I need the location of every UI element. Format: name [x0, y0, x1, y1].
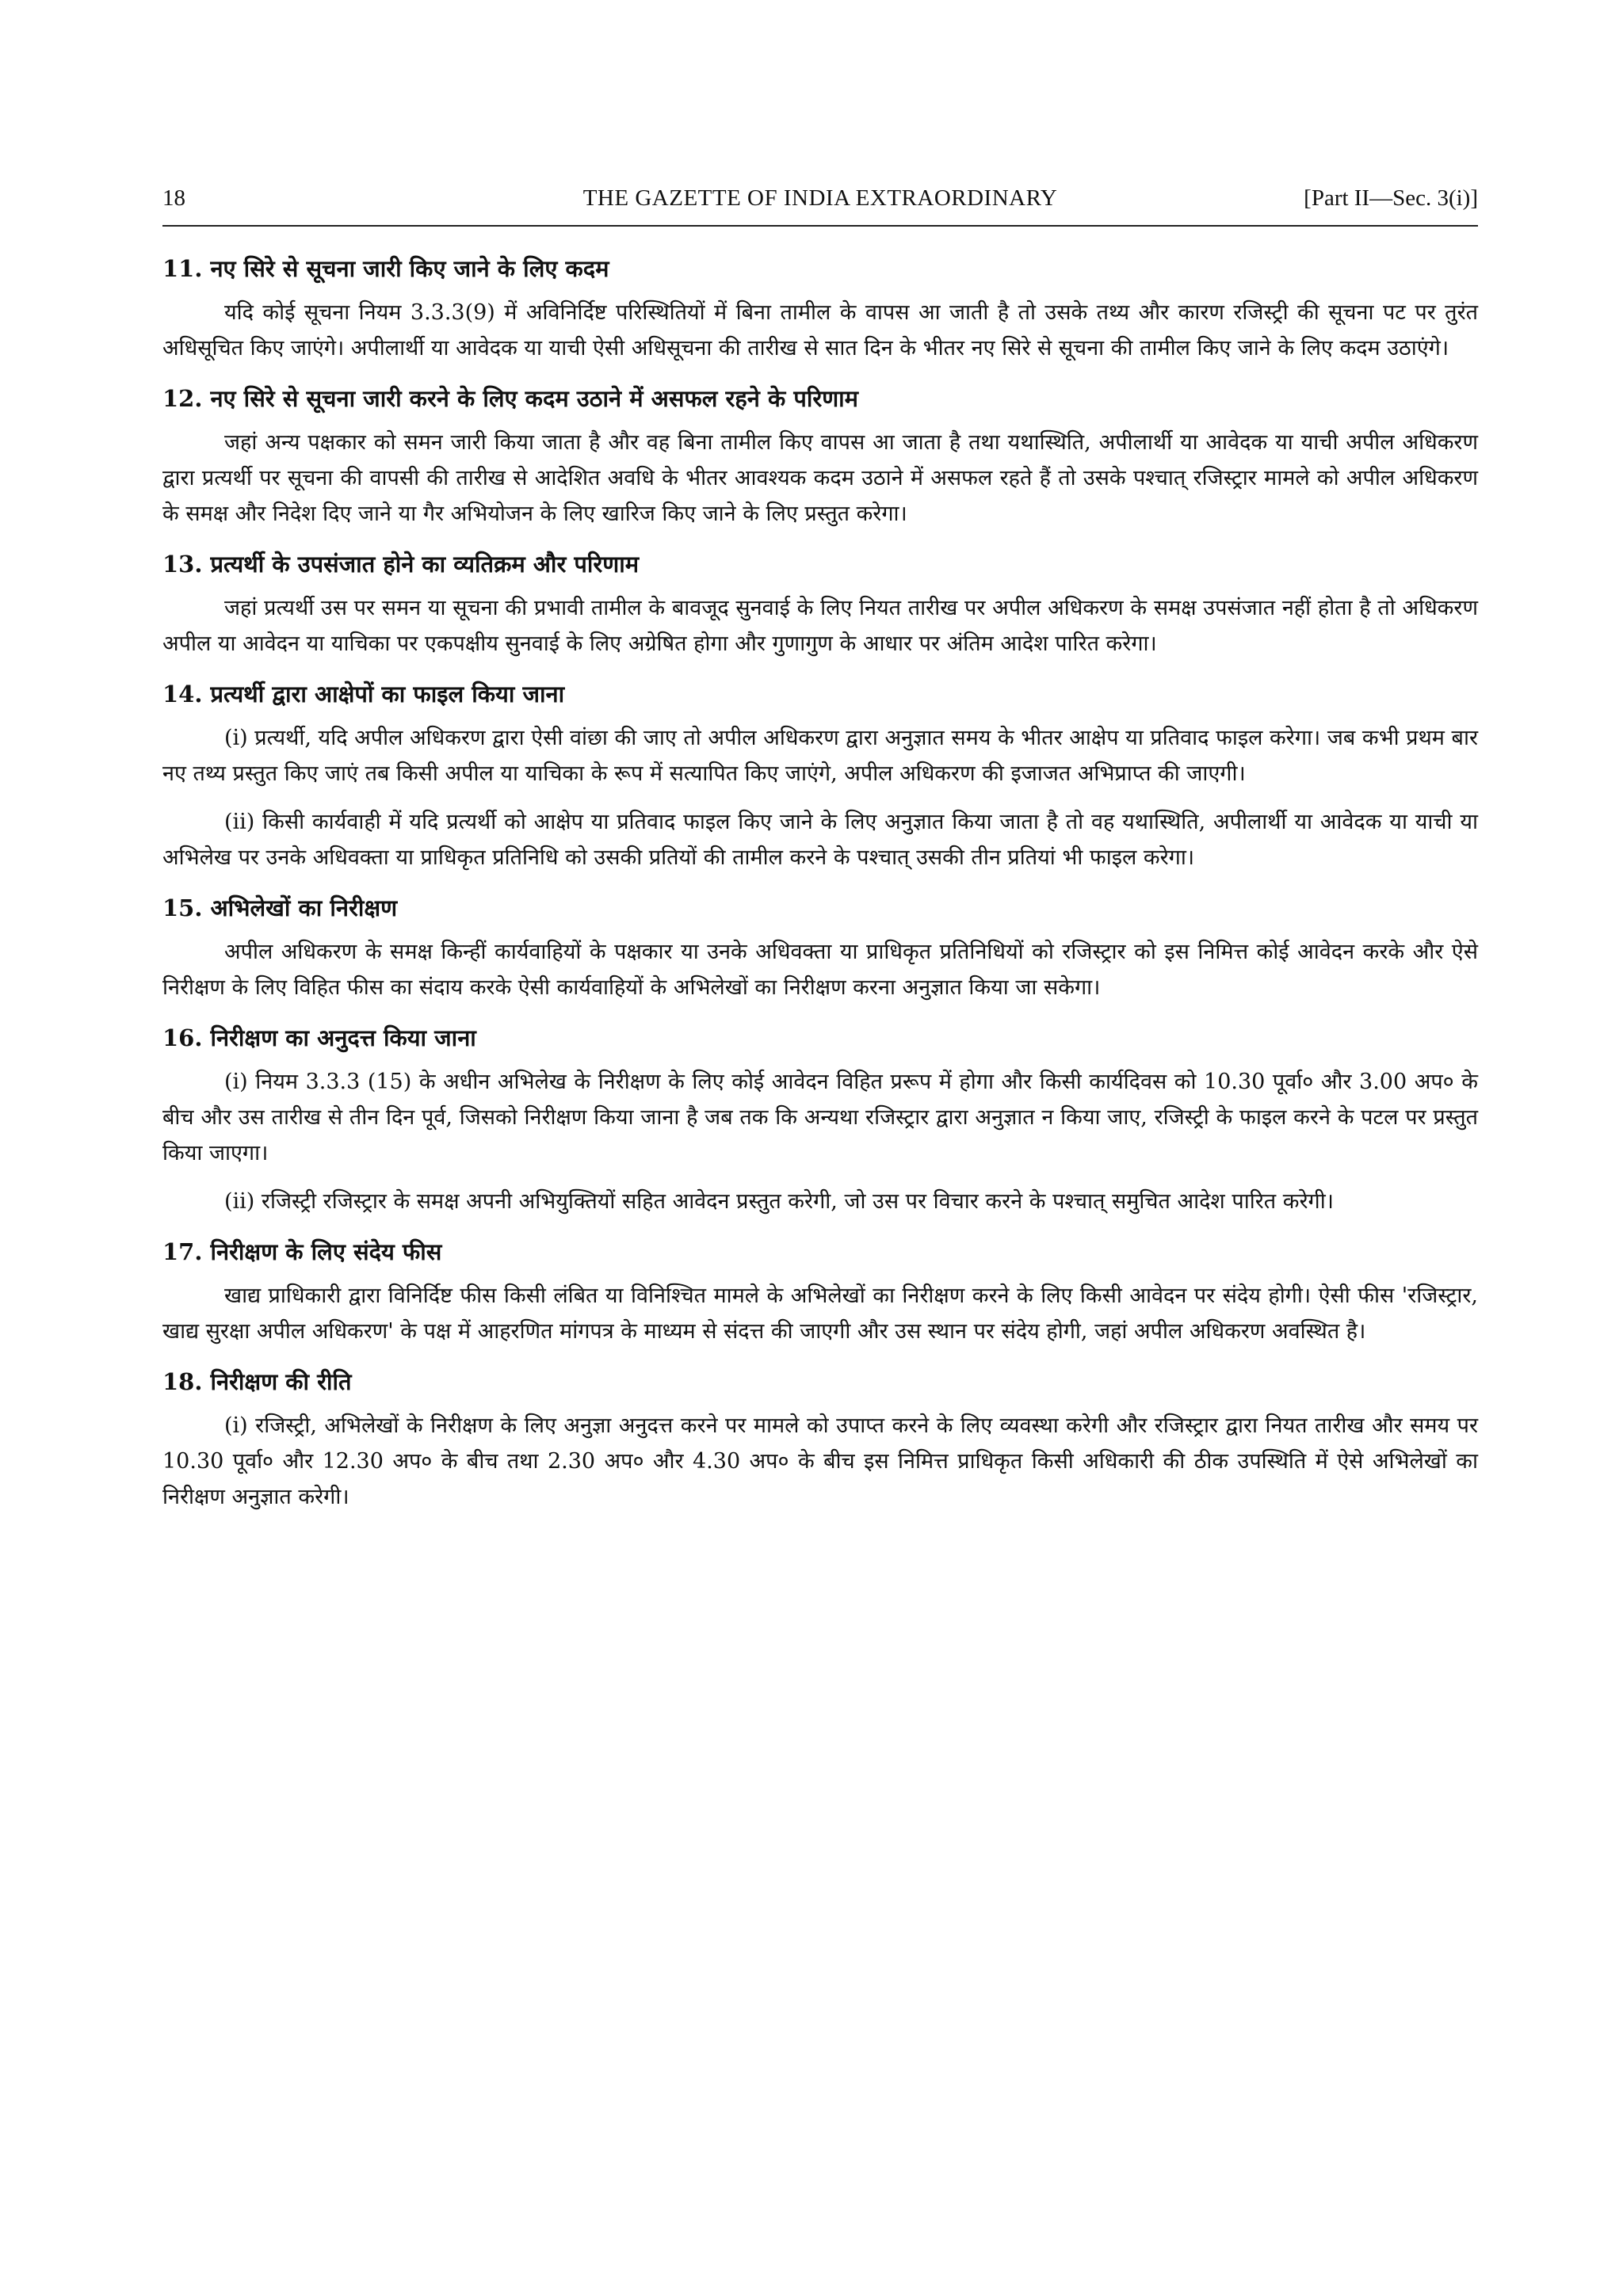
section-title: नए सिरे से सूचना जारी किए जाने के लिए कदम	[210, 255, 609, 282]
section	[162, 1363, 1478, 1515]
section-title: निरीक्षण की रीति	[210, 1368, 352, 1395]
sections-container	[162, 250, 1478, 1515]
section-paragraph: जहां अन्य पक्षकार को समन जारी किया जाता है और वह बिना तामील किए वापस आ जाता है तथा यथास्थिति, अपीलार्थी या आवेदक या याची अपील अधिकरण द्वारा प्रत्यर्थी पर सूचना की वापसी की तारीख से आदेशित अवधि के भीतर आवश्यक कदम उठाने में असफल रहते हैं तो उसके पश्चात् रजिस्ट्रार मामले को अपील अधिकरण के समक्ष और निदेश दिए जाने या गैर अभियोजन के लिए खारिज किए जाने के लिए प्रस्तुत करेगा।	[162, 430, 1478, 526]
section-heading	[162, 1234, 1478, 1270]
section-number: 17.	[162, 1238, 203, 1265]
section-title: अभिलेखों का निरीक्षण	[210, 894, 398, 921]
section-title: प्रत्यर्थी के उपसंजात होने का व्यतिक्रम और परिणाम	[210, 551, 640, 578]
section	[162, 1020, 1478, 1219]
part-section-label: [Part II—Sec. 3(i)]	[1304, 185, 1478, 211]
section	[162, 250, 1478, 366]
gazette-title: THE GAZETTE OF INDIA EXTRAORDINARY	[582, 185, 1058, 211]
section-number: 14.	[162, 681, 203, 707]
section	[162, 546, 1478, 662]
section-paragraph: अपील अधिकरण के समक्ष किन्हीं कार्यवाहियों के पक्षकार या उनके अधिवक्ता या प्राधिकृत प्रतिनिधियों को रजिस्ट्रार को इस निमित्त कोई आवेदन करके और ऐसे निरीक्षण के लिए विहित फीस का संदाय करके ऐसी कार्यवाहियों के अभिलेखों का निरीक्षण करना अनुज्ञात किया जा सकेगा।	[162, 940, 1478, 1000]
section-title: प्रत्यर्थी द्वारा आक्षेपों का फाइल किया जाना	[210, 681, 565, 707]
section-paragraph: (i) नियम 3.3.3 (15) के अधीन अभिलेख के निरीक्षण के लिए कोई आवेदन विहित प्ररूप में होगा और किसी कार्यदिवस को 10.30 पूर्वा० और 3.00 अप० के बीच और उस तारीख से तीन दिन पूर्व, जिसको निरीक्षण किया जाना है जब तक कि अन्यथा रजिस्ट्रार द्वारा अनुज्ञात न किया जाए, रजिस्ट्री के फाइल करने के पटल पर प्रस्तुत किया जाएगा।	[162, 1070, 1478, 1165]
section-heading	[162, 250, 1478, 287]
section-title: नए सिरे से सूचना जारी करने के लिए कदम उठाने में असफल रहने के परिणाम	[210, 385, 859, 412]
section-paragraph: (i) रजिस्ट्री, अभिलेखों के निरीक्षण के लिए अनुज्ञा अनुदत्त करने पर मामले को उपाप्त करने के लिए व्यवस्था करेगी और रजिस्ट्रार द्वारा नियत तारीख और समय पर 10.30 पूर्वा० और 12.30 अप० के बीच तथा 2.30 अप० और 4.30 अप० के बीच इस निमित्त प्राधिकृत किसी अधिकारी की ठीक उपस्थिति में ऐसे अभिलेखों का निरीक्षण अनुज्ञात करेगी।	[162, 1413, 1478, 1509]
section-number: 15.	[162, 894, 203, 921]
section-number: 13.	[162, 551, 203, 578]
section-number: 11.	[162, 255, 203, 282]
section-paragraph: जहां प्रत्यर्थी उस पर समन या सूचना की प्रभावी तामील के बावजूद सुनवाई के लिए नियत तारीख पर अपील अधिकरण के समक्ष उपसंजात नहीं होता है तो अधिकरण अपील या आवेदन या याचिका पर एकपक्षीय सुनवाई के लिए अग्रेषित होगा और गुणागुण के आधार पर अंतिम आदेश पारित करेगा।	[162, 596, 1478, 656]
section-paragraph: यदि कोई सूचना नियम 3.3.3(9) में अविनिर्दिष्ट परिस्थितियों में बिना तामील के वापस आ जाती है तो उसके तथ्य और कारण रजिस्ट्री की सूचना पट पर तुरंत अधिसूचित किए जाएंगे। अपीलार्थी या आवेदक या याची ऐसी अधिसूचना की तारीख से सात दिन के भीतर नए सिरे से सूचना की तामील किए जाने के लिए कदम उठाएंगे।	[162, 300, 1478, 360]
section-paragraph: (i) प्रत्यर्थी, यदि अपील अधिकरण द्वारा ऐसी वांछा की जाए तो अपील अधिकरण द्वारा अनुज्ञात समय के भीतर आक्षेप या प्रतिवाद फाइल करेगा। जब कभी प्रथम बार नए तथ्य प्रस्तुत किए जाएं तब किसी अपील या याचिका के रूप में सत्यापित किए जाएंगे, अपील अधिकरण की इजाजत अभिप्राप्त की जाएगी।	[162, 726, 1478, 786]
section-number: 12.	[162, 385, 203, 412]
gazette-page	[162, 181, 1478, 1529]
section	[162, 676, 1478, 875]
section-heading	[162, 546, 1478, 582]
section-paragraph: (ii) रजिस्ट्री रजिस्ट्रार के समक्ष अपनी अभियुक्तियों सहित आवेदन प्रस्तुत करेगी, जो उस पर विचार करने के पश्चात् समुचित आदेश पारित करेगी।	[224, 1189, 1334, 1214]
section-number: 18.	[162, 1368, 203, 1395]
section-paragraph: खाद्य प्राधिकारी द्वारा विनिर्दिष्ट फीस किसी लंबित या विनिश्चित मामले के अभिलेखों का निरीक्षण करने के लिए किसी आवेदन पर संदेय होगी। ऐसी फीस 'रजिस्ट्रार, खाद्य सुरक्षा अपील अधिकरण' के पक्ष में आहरणित मांगपत्र के माध्यम से संदत्त की जाएगी और उस स्थान पर संदेय होगी, जहां अपील अधिकरण अवस्थित है।	[162, 1283, 1478, 1344]
section-heading	[162, 890, 1478, 926]
section-paragraph: (ii) किसी कार्यवाही में यदि प्रत्यर्थी को आक्षेप या प्रतिवाद फाइल किए जाने के लिए अनुज्ञात किया जाता है तो वह यथास्थिति, अपीलार्थी या आवेदक या याची या अभिलेख पर उनके अधिवक्ता या प्राधिकृत प्रतिनिधि को उसकी प्रतियों की तामील करने के पश्चात् उसकी तीन प्रतियां भी फाइल करेगा।	[162, 810, 1478, 870]
section-heading	[162, 676, 1478, 712]
section-heading	[162, 1363, 1478, 1400]
section	[162, 890, 1478, 1005]
section-title: निरीक्षण के लिए संदेय फीस	[210, 1238, 442, 1265]
section	[162, 1234, 1478, 1349]
section-number: 16.	[162, 1024, 203, 1051]
section-heading	[162, 380, 1478, 417]
section	[162, 380, 1478, 532]
page-header	[162, 181, 1478, 227]
section-heading	[162, 1020, 1478, 1056]
section-title: निरीक्षण का अनुदत्त किया जाना	[210, 1024, 476, 1051]
page-number: 18	[162, 185, 185, 211]
